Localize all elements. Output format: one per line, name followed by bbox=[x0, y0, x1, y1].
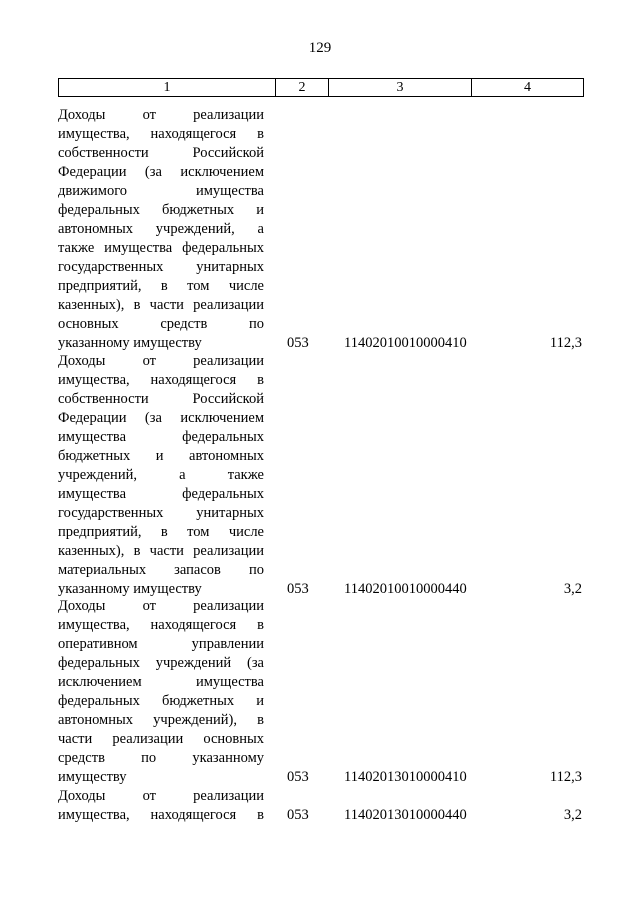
table-row bbox=[58, 106, 584, 353]
kbk-code: 11402013010000440 bbox=[344, 807, 467, 823]
description-line: имущества, находящегося в bbox=[58, 807, 264, 823]
description-line: имущества, находящегося в bbox=[58, 372, 264, 388]
description-line: предприятий, в том числе bbox=[58, 524, 264, 540]
description-line: исключением имущества bbox=[58, 674, 264, 690]
description-line: автономных учреждений, а bbox=[58, 221, 264, 237]
description-line: Доходы от реализации bbox=[58, 353, 264, 369]
row-description bbox=[58, 352, 264, 599]
description-line: автономных учреждений), в bbox=[58, 712, 264, 728]
amount: 3,2 bbox=[563, 581, 582, 597]
description-line: государственных унитарных bbox=[58, 505, 264, 521]
description-line: имущества федеральных bbox=[58, 486, 264, 502]
description-line: имущества, находящегося в bbox=[58, 617, 264, 633]
description-line: имущества, находящегося в bbox=[58, 126, 264, 142]
admin-code: 053 bbox=[287, 807, 309, 823]
kbk-code: 11402010010000440 bbox=[344, 581, 467, 597]
table-header-col-2: 2 bbox=[276, 79, 329, 96]
admin-code: 053 bbox=[287, 769, 309, 785]
table-header bbox=[58, 78, 584, 97]
description-line: части реализации основных bbox=[58, 731, 264, 747]
description-line: казенных), в части реализации bbox=[58, 543, 264, 559]
table-row bbox=[58, 597, 584, 787]
description-line: указанному имуществу bbox=[58, 581, 202, 597]
description-line: казенных), в части реализации bbox=[58, 297, 264, 313]
description-line: государственных унитарных bbox=[58, 259, 264, 275]
description-line: федеральных бюджетных и bbox=[58, 202, 264, 218]
amount: 112,3 bbox=[549, 769, 582, 785]
admin-code: 053 bbox=[287, 335, 309, 351]
table-header-col-3: 3 bbox=[329, 79, 472, 96]
description-line: учреждений, а также bbox=[58, 467, 264, 483]
description-line: движимого имущества bbox=[58, 183, 264, 199]
row-description bbox=[58, 597, 264, 787]
description-line: Доходы от реализации bbox=[58, 107, 264, 123]
kbk-code: 11402010010000410 bbox=[344, 335, 467, 351]
description-line: материальных запасов по bbox=[58, 562, 264, 578]
description-line: Федерации (за исключением bbox=[58, 410, 264, 426]
amount: 3,2 bbox=[563, 807, 582, 823]
description-line: средств по указанному bbox=[58, 750, 264, 766]
page-number: 129 bbox=[308, 40, 332, 56]
table-row bbox=[58, 352, 584, 599]
kbk-code: 11402013010000410 bbox=[344, 769, 467, 785]
row-description bbox=[58, 787, 264, 825]
description-line: Доходы от реализации bbox=[58, 598, 264, 614]
amount: 112,3 bbox=[549, 335, 582, 351]
description-line: основных средств по bbox=[58, 316, 264, 332]
table-header-col-1: 1 bbox=[59, 79, 276, 96]
description-line: Федерации (за исключением bbox=[58, 164, 264, 180]
description-line: также имущества федеральных bbox=[58, 240, 264, 256]
description-line: федеральных учреждений (за bbox=[58, 655, 264, 671]
description-line: имущества федеральных bbox=[58, 429, 264, 445]
description-line: имуществу bbox=[58, 769, 127, 785]
description-line: бюджетных и автономных bbox=[58, 448, 264, 464]
description-line: указанному имуществу bbox=[58, 335, 202, 351]
admin-code: 053 bbox=[287, 581, 309, 597]
table-row bbox=[58, 787, 584, 825]
description-line: предприятий, в том числе bbox=[58, 278, 264, 294]
row-description bbox=[58, 106, 264, 353]
description-line: собственности Российской bbox=[58, 145, 264, 161]
table-header-col-4: 4 bbox=[524, 80, 531, 95]
description-line: Доходы от реализации bbox=[58, 788, 264, 804]
description-line: федеральных бюджетных и bbox=[58, 693, 264, 709]
description-line: оперативном управлении bbox=[58, 636, 264, 652]
description-line: собственности Российской bbox=[58, 391, 264, 407]
